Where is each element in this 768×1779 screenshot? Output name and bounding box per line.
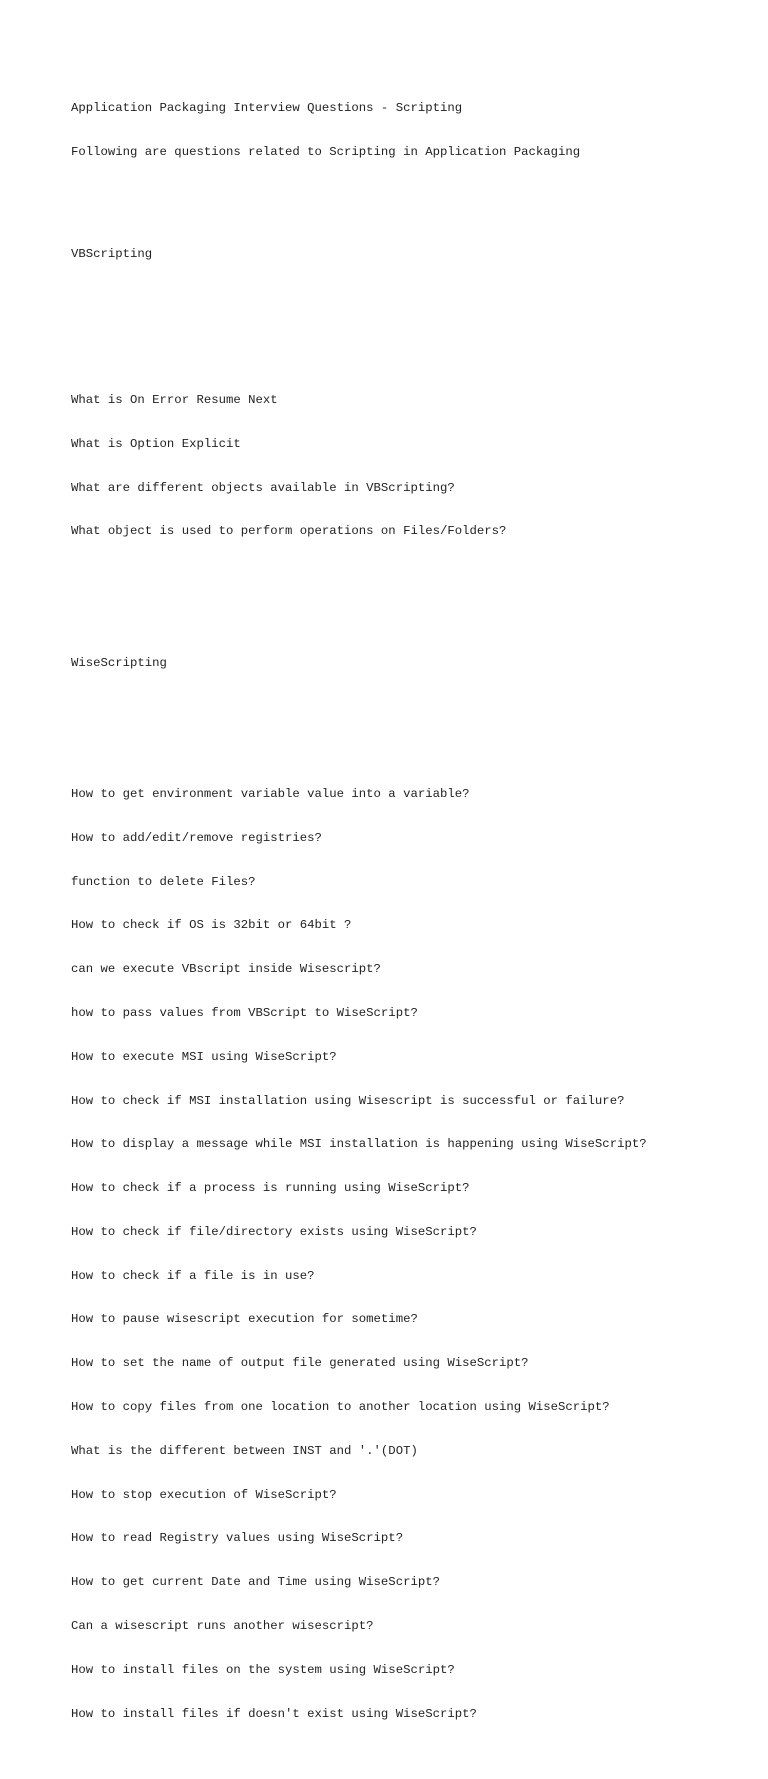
question-item: How to pause wisescript execution for sometime?	[71, 1312, 418, 1327]
question-item: What are different objects available in VBScripting?	[71, 480, 455, 495]
wisescripting-question-list	[71, 758, 751, 1750]
question-item: What is On Error Resume Next	[71, 393, 278, 408]
question-item: Can a wisescript runs another wisescript?	[71, 1618, 374, 1633]
question-item: How to stop execution of WiseScript?	[71, 1487, 337, 1502]
blank-line	[71, 189, 751, 204]
question-item: How to set the name of output file generated using WiseScript?	[71, 1356, 529, 1371]
question-item: What object is used to perform operations on Files/Folders?	[71, 524, 507, 539]
question-item: function to delete Files?	[71, 874, 256, 889]
question-item: How to check if file/directory exists using WiseScript?	[71, 1224, 477, 1239]
question-item: How to install files on the system using WiseScript?	[71, 1662, 455, 1677]
blank-line	[71, 700, 751, 715]
section-heading-vbscripting: VBScripting	[71, 247, 153, 262]
document-intro: Following are questions related to Scripting in Application Packaging	[71, 144, 581, 159]
question-item: How to execute MSI using WiseScript?	[71, 1049, 337, 1064]
blank-line	[71, 597, 751, 612]
question-item: can we execute VBscript inside Wisescript?	[71, 962, 381, 977]
question-item: how to pass values from VBScript to WiseScript?	[71, 1006, 418, 1020]
question-item: How to check if a process is running using WiseScript?	[71, 1181, 470, 1196]
document-title: Application Packaging Interview Questions - Scripting	[71, 101, 463, 116]
document-body	[71, 72, 751, 1779]
question-item: What is the different between INST and '.'(DOT)	[71, 1443, 418, 1458]
question-item: How to read Registry values using WiseScript?	[71, 1531, 404, 1546]
section-heading-wisescripting: WiseScripting	[71, 655, 167, 670]
question-item: How to check if MSI installation using Wisescript is successful or failure?	[71, 1093, 625, 1108]
blank-line	[71, 291, 751, 320]
question-item: How to copy files from one location to another location using WiseScript?	[71, 1400, 610, 1415]
question-item: How to check if OS is 32bit or 64bit ?	[71, 918, 352, 933]
question-item: How to display a message while MSI installation is happening using WiseScript?	[71, 1137, 647, 1152]
question-item: How to check if a file is in use?	[71, 1268, 315, 1283]
vbscripting-question-list	[71, 364, 751, 568]
question-item: How to add/edit/remove registries?	[71, 830, 322, 845]
question-item: What is Option Explicit	[71, 436, 241, 451]
question-item: How to install files if doesn't exist using WiseScript?	[71, 1706, 477, 1721]
question-item: How to get current Date and Time using WiseScript?	[71, 1575, 440, 1590]
question-item: How to get environment variable value into a variable?	[71, 787, 470, 802]
